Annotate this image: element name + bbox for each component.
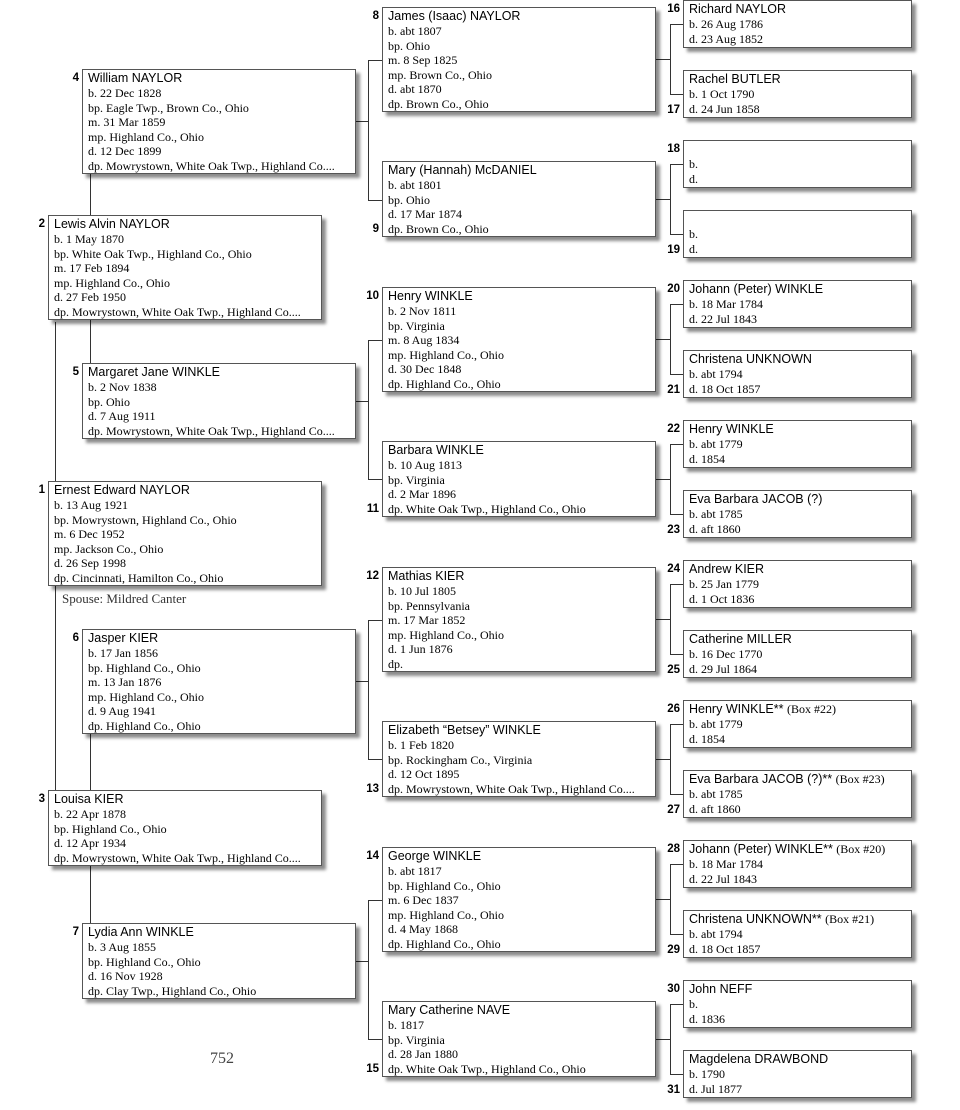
connector-line bbox=[368, 60, 369, 200]
connector-line bbox=[55, 322, 56, 481]
connector-line bbox=[670, 444, 683, 445]
person-box-27[interactable] bbox=[683, 770, 912, 818]
person-name-text: Louisa KIER bbox=[54, 792, 124, 806]
person-name-text: Henry WINKLE** bbox=[689, 702, 784, 716]
person-name-text: Eva Barbara JACOB (?) bbox=[689, 492, 823, 506]
person-detail-line: d. aft 1860 bbox=[689, 801, 741, 816]
connector-line bbox=[670, 164, 671, 234]
person-detail-line: d. 9 Aug 1941 bbox=[88, 704, 157, 718]
person-name bbox=[88, 631, 350, 646]
person-detail-line: b. 22 Dec 1828 bbox=[88, 86, 162, 100]
person-detail-line: m. 8 Sep 1825 bbox=[388, 53, 458, 67]
person-name bbox=[388, 1003, 650, 1018]
person-detail-line: mp. Jackson Co., Ohio bbox=[54, 541, 164, 556]
person-name-text: Richard NAYLOR bbox=[689, 2, 787, 16]
person-box-17[interactable] bbox=[683, 70, 912, 118]
connector-line bbox=[656, 479, 670, 480]
person-name-text: Andrew KIER bbox=[689, 562, 765, 576]
ahnentafel-number: 20 bbox=[667, 283, 680, 295]
connector-line bbox=[670, 374, 683, 375]
person-detail-line: dp. Brown Co., Ohio bbox=[388, 221, 489, 236]
person-name-text: Lydia Ann WINKLE bbox=[88, 925, 194, 939]
connector-line bbox=[90, 866, 91, 923]
person-detail-line: d. 24 Jun 1858 bbox=[689, 101, 760, 116]
person-box-26[interactable] bbox=[683, 700, 912, 748]
person-name-text: William NAYLOR bbox=[88, 71, 183, 85]
person-name bbox=[388, 443, 650, 458]
ahnentafel-number: 6 bbox=[72, 632, 79, 644]
person-detail-line: b. 2 Nov 1838 bbox=[88, 380, 157, 394]
ahnentafel-number: 25 bbox=[667, 664, 680, 676]
person-detail-line: bp. Highland Co., Ohio bbox=[388, 878, 501, 893]
connector-line bbox=[368, 60, 382, 61]
person-name-text: Barbara WINKLE bbox=[388, 443, 484, 457]
person-detail-line: d. Jul 1877 bbox=[689, 1081, 743, 1096]
connector-line bbox=[670, 1004, 683, 1005]
person-name bbox=[54, 483, 316, 498]
person-name-text: Catherine MILLER bbox=[689, 632, 792, 646]
person-box-29[interactable] bbox=[683, 910, 912, 958]
person-box-3[interactable] bbox=[48, 790, 322, 866]
ahnentafel-number: 14 bbox=[366, 850, 379, 862]
ahnentafel-number: 23 bbox=[667, 524, 680, 536]
person-box-5[interactable] bbox=[82, 363, 356, 439]
ahnentafel-number: 18 bbox=[667, 143, 680, 155]
ahnentafel-number: 15 bbox=[366, 1063, 379, 1075]
person-detail-line: b. abt 1801 bbox=[388, 178, 442, 192]
person-detail-line: bp. Virginia bbox=[388, 318, 445, 333]
person-box-14[interactable] bbox=[382, 847, 656, 952]
person-detail-line: d. 30 Dec 1848 bbox=[388, 362, 462, 376]
connector-line bbox=[656, 899, 670, 900]
person-box-31[interactable] bbox=[683, 1050, 912, 1098]
person-name bbox=[689, 422, 906, 437]
person-detail-line: d. 12 Apr 1934 bbox=[54, 836, 126, 850]
person-name-text: Henry WINKLE bbox=[689, 422, 774, 436]
person-detail-line: dp. bbox=[388, 656, 403, 671]
person-name bbox=[689, 842, 906, 857]
person-name bbox=[689, 72, 906, 87]
person-detail-line: d. abt 1870 bbox=[388, 82, 442, 96]
person-detail-line: b. 10 Aug 1813 bbox=[388, 458, 463, 472]
person-detail-line: d. bbox=[689, 241, 698, 256]
ahnentafel-number: 24 bbox=[667, 563, 680, 575]
connector-line bbox=[356, 961, 368, 962]
ahnentafel-number: 8 bbox=[372, 10, 379, 22]
connector-line bbox=[670, 304, 683, 305]
person-detail-line: d. 29 Jul 1864 bbox=[689, 661, 758, 676]
connector-line bbox=[656, 1039, 670, 1040]
person-box-7[interactable] bbox=[82, 923, 356, 999]
person-detail-line: d. 7 Aug 1911 bbox=[88, 409, 156, 423]
person-name-text: Jasper KIER bbox=[88, 631, 159, 645]
person-name bbox=[88, 71, 350, 86]
person-detail-line: b. 18 Mar 1784 bbox=[689, 297, 763, 311]
connector-line bbox=[356, 401, 368, 402]
person-detail-line: d. 12 Dec 1899 bbox=[88, 144, 162, 158]
ahnentafel-number: 5 bbox=[72, 366, 79, 378]
person-detail-line: bp. Virginia bbox=[388, 472, 445, 487]
connector-line bbox=[656, 59, 670, 60]
person-detail-line: b. bbox=[689, 157, 698, 171]
page-number: 752 bbox=[210, 1050, 234, 1067]
person-name bbox=[88, 925, 350, 940]
connector-line bbox=[670, 164, 683, 165]
person-name-text: Lewis Alvin NAYLOR bbox=[54, 217, 170, 231]
box-reference-note: (Box #22) bbox=[786, 702, 836, 716]
ahnentafel-number: 3 bbox=[38, 793, 45, 805]
person-detail-line: mp. Brown Co., Ohio bbox=[388, 67, 493, 82]
ahnentafel-number: 7 bbox=[72, 926, 79, 938]
connector-line bbox=[55, 586, 56, 790]
ahnentafel-number: 1 bbox=[38, 484, 45, 496]
person-name bbox=[689, 562, 906, 577]
connector-line bbox=[670, 654, 683, 655]
person-detail-line: b. bbox=[689, 227, 698, 241]
person-name bbox=[689, 352, 906, 367]
connector-line bbox=[368, 620, 382, 621]
person-detail-line: b. 10 Jul 1805 bbox=[388, 584, 457, 598]
connector-line bbox=[368, 1039, 382, 1040]
person-detail-line: bp. Mowrystown, Highland Co., Ohio bbox=[54, 512, 237, 527]
connector-line bbox=[368, 900, 382, 901]
person-name bbox=[689, 702, 906, 717]
person-detail-line: dp. Cincinnati, Hamilton Co., Ohio bbox=[54, 570, 224, 585]
person-detail-line: b. 1 Feb 1820 bbox=[388, 738, 454, 752]
connector-line bbox=[670, 1074, 683, 1075]
person-detail-line: b. abt 1807 bbox=[388, 24, 442, 38]
ahnentafel-number: 21 bbox=[667, 384, 680, 396]
connector-line bbox=[356, 681, 368, 682]
person-box-13[interactable] bbox=[382, 721, 656, 797]
person-detail-line: d. 2 Mar 1896 bbox=[388, 487, 456, 501]
person-name-text: John NEFF bbox=[689, 982, 753, 996]
person-detail-line: m. 8 Aug 1834 bbox=[388, 333, 460, 347]
connector-line bbox=[670, 444, 671, 514]
connector-line bbox=[670, 24, 683, 25]
person-detail-line: m. 17 Mar 1852 bbox=[388, 613, 466, 627]
person-detail-line: d. bbox=[689, 171, 698, 186]
connector-line bbox=[368, 340, 382, 341]
person-detail-line: b. 1 May 1870 bbox=[54, 232, 124, 246]
person-name-text: Mary (Hannah) McDANIEL bbox=[388, 163, 537, 177]
ahnentafel-number: 9 bbox=[372, 223, 379, 235]
person-detail-line: d. 27 Feb 1950 bbox=[54, 290, 126, 304]
person-detail-line: b. 13 Aug 1921 bbox=[54, 498, 129, 512]
ahnentafel-number: 4 bbox=[72, 72, 79, 84]
person-detail-line: d. 1 Jun 1876 bbox=[388, 642, 453, 656]
person-name-text: Christena UNKNOWN bbox=[689, 352, 812, 366]
person-detail-line: d. 23 Aug 1852 bbox=[689, 31, 764, 46]
person-name-text: Mathias KIER bbox=[388, 569, 465, 583]
person-name bbox=[689, 2, 906, 17]
person-detail-line: mp. Highland Co., Ohio bbox=[388, 347, 504, 362]
person-name-text: George WINKLE bbox=[388, 849, 482, 863]
person-detail-line: mp. Highland Co., Ohio bbox=[388, 907, 504, 922]
person-detail-line: bp. Pennsylvania bbox=[388, 598, 470, 613]
person-detail-line: b. 25 Jan 1779 bbox=[689, 577, 759, 591]
box-reference-note: (Box #20) bbox=[836, 842, 886, 856]
person-detail-line: dp. Mowrystown, White Oak Twp., Highland Co.... bbox=[54, 304, 301, 319]
person-detail-line: d. 1854 bbox=[689, 731, 725, 746]
person-name bbox=[388, 723, 650, 738]
box-reference-note: (Box #21) bbox=[825, 912, 875, 926]
person-detail-line: d. 1836 bbox=[689, 1011, 725, 1026]
person-detail-line: bp. Ohio bbox=[88, 394, 130, 409]
person-box-22[interactable] bbox=[683, 420, 912, 468]
ahnentafel-number: 11 bbox=[366, 503, 379, 515]
ahnentafel-number: 22 bbox=[667, 423, 680, 435]
person-detail-line: b. 1817 bbox=[388, 1018, 424, 1032]
person-name bbox=[689, 212, 906, 227]
ahnentafel-number: 2 bbox=[38, 218, 45, 230]
person-detail-line: bp. Ohio bbox=[388, 38, 430, 53]
person-detail-line: b. abt 1794 bbox=[689, 367, 743, 381]
person-detail-line: bp. Virginia bbox=[388, 1032, 445, 1047]
person-detail-line: d. 18 Oct 1857 bbox=[689, 941, 761, 956]
person-box-8[interactable] bbox=[382, 7, 656, 112]
connector-line bbox=[670, 934, 683, 935]
person-name-text: Rachel BUTLER bbox=[689, 72, 781, 86]
box-reference-note: (Box #23) bbox=[835, 772, 885, 786]
person-detail-line: bp. Eagle Twp., Brown Co., Ohio bbox=[88, 100, 249, 115]
person-name bbox=[689, 772, 906, 787]
connector-line bbox=[368, 900, 369, 1039]
person-detail-line: dp. Mowrystown, White Oak Twp., Highland Co.... bbox=[54, 850, 301, 865]
person-name bbox=[689, 912, 906, 927]
connector-line bbox=[656, 759, 670, 760]
connector-line bbox=[368, 620, 369, 759]
person-detail-line: d. 4 May 1868 bbox=[388, 922, 458, 936]
connector-line bbox=[368, 200, 382, 201]
person-detail-line: b. abt 1785 bbox=[689, 507, 743, 521]
person-detail-line: d. 22 Jul 1843 bbox=[689, 871, 758, 886]
connector-line bbox=[670, 234, 683, 235]
connector-line bbox=[90, 174, 91, 215]
person-detail-line: bp. Highland Co., Ohio bbox=[88, 954, 201, 969]
ahnentafel-number: 30 bbox=[667, 983, 680, 995]
person-detail-line: dp. White Oak Twp., Highland Co., Ohio bbox=[388, 1061, 586, 1076]
spouse-line bbox=[62, 591, 186, 607]
ahnentafel-number: 16 bbox=[667, 3, 680, 15]
ahnentafel-number: 27 bbox=[667, 804, 680, 816]
person-detail-line: bp. Rockingham Co., Virginia bbox=[388, 752, 533, 767]
person-name-text: Eva Barbara JACOB (?)** bbox=[689, 772, 833, 786]
person-detail-line: m. 6 Dec 1952 bbox=[54, 527, 125, 541]
person-name bbox=[689, 1052, 906, 1067]
person-name-text: Mary Catherine NAVE bbox=[388, 1003, 511, 1017]
ahnentafel-number: 13 bbox=[366, 783, 379, 795]
ahnentafel-number: 12 bbox=[366, 570, 379, 582]
person-box-4[interactable] bbox=[82, 69, 356, 174]
person-detail-line: b. 1 Oct 1790 bbox=[689, 87, 755, 101]
connector-line bbox=[368, 479, 382, 480]
connector-line bbox=[670, 794, 683, 795]
person-detail-line: bp. White Oak Twp., Highland Co., Ohio bbox=[54, 246, 252, 261]
connector-line bbox=[670, 1004, 671, 1074]
person-detail-line: d. 18 Oct 1857 bbox=[689, 381, 761, 396]
person-name bbox=[689, 632, 906, 647]
person-detail-line: dp. Highland Co., Ohio bbox=[388, 936, 501, 951]
ahnentafel-number: 26 bbox=[667, 703, 680, 715]
person-name bbox=[54, 217, 316, 232]
person-detail-line: b. abt 1785 bbox=[689, 787, 743, 801]
person-detail-line: dp. Mowrystown, White Oak Twp., Highland Co.... bbox=[88, 423, 335, 438]
person-name bbox=[388, 9, 650, 24]
person-detail-line: b. 1790 bbox=[689, 1067, 725, 1081]
person-detail-line: d. 12 Oct 1895 bbox=[388, 767, 460, 781]
connector-line bbox=[656, 339, 670, 340]
connector-line bbox=[656, 199, 670, 200]
ahnentafel-number: 29 bbox=[667, 944, 680, 956]
person-box-16[interactable] bbox=[683, 0, 912, 48]
person-detail-line: d. 1854 bbox=[689, 451, 725, 466]
person-name-text: Ernest Edward NAYLOR bbox=[54, 483, 190, 497]
person-detail-line: bp. Highland Co., Ohio bbox=[54, 821, 167, 836]
person-box-1[interactable] bbox=[48, 481, 322, 586]
ahnentafel-number: 28 bbox=[667, 843, 680, 855]
person-detail-line: b. 26 Aug 1786 bbox=[689, 17, 764, 31]
person-box-12[interactable] bbox=[382, 567, 656, 672]
connector-line bbox=[670, 584, 671, 654]
person-detail-line: mp. Highland Co., Ohio bbox=[88, 129, 204, 144]
person-detail-line: dp. Mowrystown, White Oak Twp., Highland Co.... bbox=[88, 158, 335, 173]
connector-line bbox=[670, 724, 683, 725]
person-box-20[interactable] bbox=[683, 280, 912, 328]
person-detail-line: b. abt 1779 bbox=[689, 437, 743, 451]
person-detail-line: d. 16 Nov 1928 bbox=[88, 969, 163, 983]
person-detail-line: d. 28 Jan 1880 bbox=[388, 1047, 458, 1061]
person-name bbox=[689, 282, 906, 297]
person-name-text: James (Isaac) NAYLOR bbox=[388, 9, 521, 23]
connector-line bbox=[90, 734, 91, 790]
person-name-text: Johann (Peter) WINKLE** bbox=[689, 842, 833, 856]
person-detail-line: mp. Highland Co., Ohio bbox=[388, 627, 504, 642]
connector-line bbox=[670, 94, 683, 95]
person-detail-line: m. 13 Jan 1876 bbox=[88, 675, 162, 689]
person-box-15[interactable] bbox=[382, 1001, 656, 1077]
person-detail-line: dp. White Oak Twp., Highland Co., Ohio bbox=[388, 501, 586, 516]
ahnentafel-number: 10 bbox=[366, 290, 379, 302]
connector-line bbox=[670, 584, 683, 585]
person-detail-line: b. 2 Nov 1811 bbox=[388, 304, 457, 318]
person-name-text: Henry WINKLE bbox=[388, 289, 473, 303]
person-name bbox=[689, 492, 906, 507]
person-name bbox=[388, 849, 650, 864]
person-name-text: Elizabeth “Betsey” WINKLE bbox=[388, 723, 541, 737]
person-box-21[interactable] bbox=[683, 350, 912, 398]
connector-line bbox=[90, 320, 91, 363]
person-name-text: Christena UNKNOWN** bbox=[689, 912, 822, 926]
person-name bbox=[388, 163, 650, 178]
person-box-23[interactable] bbox=[683, 490, 912, 538]
person-detail-line: b. 18 Mar 1784 bbox=[689, 857, 763, 871]
person-detail-line: dp. Highland Co., Ohio bbox=[88, 718, 201, 733]
person-box-24[interactable] bbox=[683, 560, 912, 608]
person-detail-line: dp. Highland Co., Ohio bbox=[388, 376, 501, 391]
person-box-10[interactable] bbox=[382, 287, 656, 392]
person-box-30[interactable] bbox=[683, 980, 912, 1028]
person-detail-line: b. 3 Aug 1855 bbox=[88, 940, 157, 954]
connector-line bbox=[356, 121, 368, 122]
connector-line bbox=[656, 619, 670, 620]
person-name bbox=[388, 569, 650, 584]
person-detail-line: d. 1 Oct 1836 bbox=[689, 591, 755, 606]
connector-line bbox=[670, 724, 671, 794]
spouse-name: Mildred Canter bbox=[106, 591, 187, 606]
person-detail-line: b. abt 1779 bbox=[689, 717, 743, 731]
person-detail-line: dp. Clay Twp., Highland Co., Ohio bbox=[88, 983, 257, 998]
person-box-19[interactable] bbox=[683, 210, 912, 258]
connector-line bbox=[670, 24, 671, 94]
person-box-9[interactable] bbox=[382, 161, 656, 237]
person-box-28[interactable] bbox=[683, 840, 912, 888]
connector-line bbox=[670, 514, 683, 515]
person-detail-line: b. 17 Jan 1856 bbox=[88, 646, 158, 660]
person-detail-line: d. 22 Jul 1843 bbox=[689, 311, 758, 326]
person-name bbox=[388, 289, 650, 304]
person-box-25[interactable] bbox=[683, 630, 912, 678]
person-box-11[interactable] bbox=[382, 441, 656, 517]
person-detail-line: mp. Highland Co., Ohio bbox=[88, 689, 204, 704]
person-detail-line: b. 16 Dec 1770 bbox=[689, 647, 763, 661]
person-detail-line: m. 31 Mar 1859 bbox=[88, 115, 166, 129]
person-detail-line: bp. Ohio bbox=[388, 192, 430, 207]
person-box-18[interactable] bbox=[683, 140, 912, 188]
person-detail-line: m. 17 Feb 1894 bbox=[54, 261, 130, 275]
person-name bbox=[689, 142, 906, 157]
person-name bbox=[54, 792, 316, 807]
person-detail-line: d. 17 Mar 1874 bbox=[388, 207, 462, 221]
connector-line bbox=[368, 759, 382, 760]
person-detail-line: dp. Brown Co., Ohio bbox=[388, 96, 489, 111]
connector-line bbox=[368, 340, 369, 479]
person-name-text: Margaret Jane WINKLE bbox=[88, 365, 220, 379]
connector-line bbox=[670, 864, 671, 934]
ahnentafel-number: 19 bbox=[667, 244, 680, 256]
person-name-text: Magdelena DRAWBOND bbox=[689, 1052, 829, 1066]
person-detail-line: b. bbox=[689, 997, 698, 1011]
person-detail-line: bp. Highland Co., Ohio bbox=[88, 660, 201, 675]
person-name-text: Johann (Peter) WINKLE bbox=[689, 282, 824, 296]
connector-line bbox=[670, 304, 671, 374]
person-detail-line: d. aft 1860 bbox=[689, 521, 741, 536]
person-detail-line: b. abt 1794 bbox=[689, 927, 743, 941]
spouse-label: Spouse: bbox=[62, 591, 104, 606]
connector-line bbox=[670, 864, 683, 865]
person-detail-line: b. 22 Apr 1878 bbox=[54, 807, 126, 821]
person-detail-line: d. 26 Sep 1998 bbox=[54, 556, 126, 570]
ahnentafel-number: 17 bbox=[667, 104, 680, 116]
person-box-6[interactable] bbox=[82, 629, 356, 734]
person-name bbox=[88, 365, 350, 380]
person-box-2[interactable] bbox=[48, 215, 322, 320]
ahnentafel-number: 31 bbox=[667, 1084, 680, 1096]
person-detail-line: mp. Highland Co., Ohio bbox=[54, 275, 170, 290]
person-detail-line: b. abt 1817 bbox=[388, 864, 442, 878]
person-detail-line: m. 6 Dec 1837 bbox=[388, 893, 459, 907]
person-name bbox=[689, 982, 906, 997]
person-detail-line: dp. Mowrystown, White Oak Twp., Highland Co.... bbox=[388, 781, 635, 796]
